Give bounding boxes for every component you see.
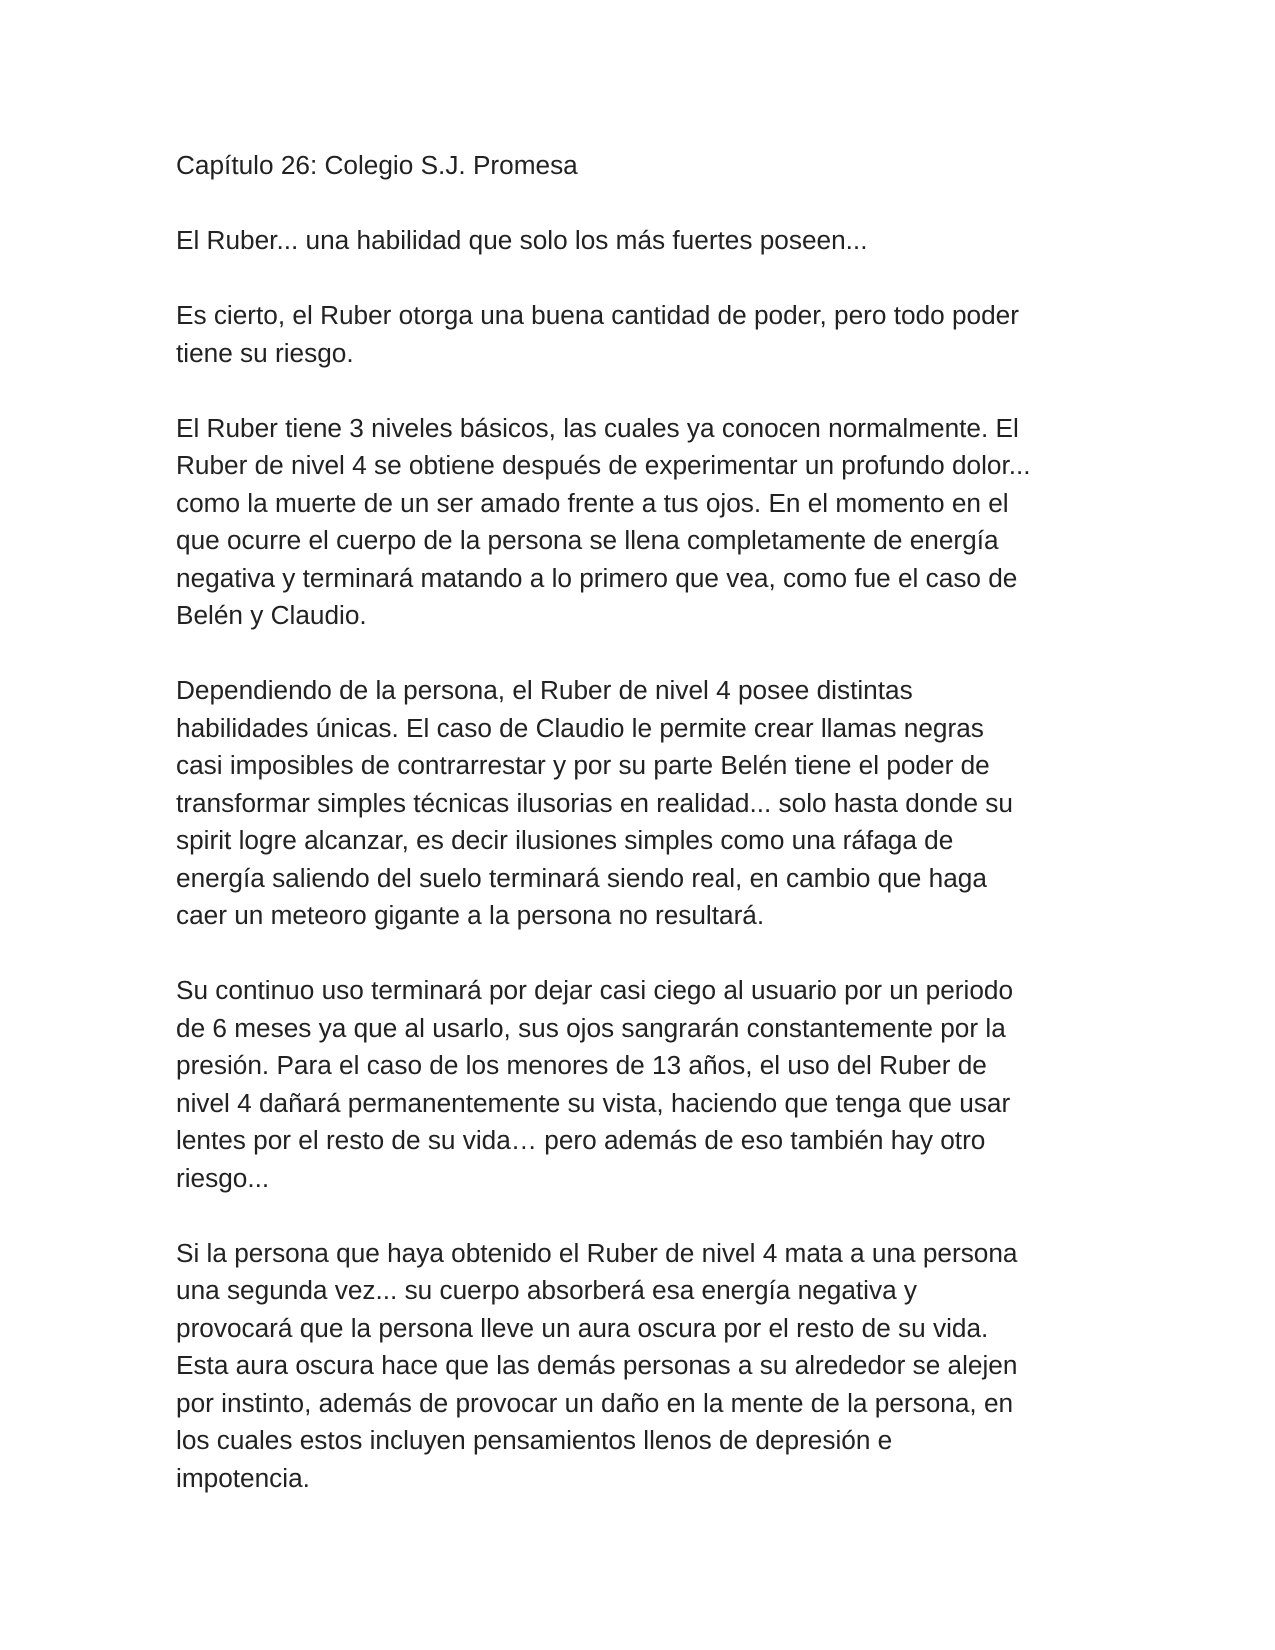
paragraph-4 [176,672,1106,935]
text-line: presión. Para el caso de los menores de 13 años, el uso del Ruber de [176,1050,987,1080]
text-line: spirit logre alcanzar, es decir ilusiones simples como una ráfaga de [176,825,954,855]
text-line: transformar simples técnicas ilusorias en realidad... solo hasta donde su [176,787,1013,818]
text-line: Belén y Claudio. [176,600,367,630]
text-line: como la muerte de un ser amado frente a tus ojos. En el momento en el [176,487,1009,518]
text-line: Es cierto, el Ruber otorga una buena cantidad de poder, pero todo poder [176,300,1019,330]
chapter-title [176,147,1106,185]
text-line: Ruber de nivel 4 se obtiene después de experimentar un profundo dolor... [176,450,1031,480]
text-line: provocará que la persona lleve un aura oscura por el resto de su vida. [176,1312,989,1343]
text-line: casi imposibles de contrarrestar y por su parte Belén tiene el poder de [176,750,990,780]
text-line: de 6 meses ya que al usarlo, sus ojos sangrarán constantemente por la [176,1012,1006,1043]
text-line: lentes por el resto de su vida… pero además de eso también hay otro [176,1125,986,1155]
paragraph-6 [176,1235,1106,1498]
text-line: impotencia. [176,1462,310,1493]
text-line: tiene su riesgo. [176,337,354,368]
text-line: energía saliendo del suelo terminará siendo real, en cambio que haga [176,862,987,893]
text-line: El Ruber tiene 3 niveles básicos, las cuales ya conocen normalmente. El [176,412,1019,443]
paragraph-3 [176,410,1106,635]
text-line: habilidades únicas. El caso de Claudio le permite crear llamas negras [176,712,984,743]
text-line: los cuales estos incluyen pensamientos llenos de depresión e [176,1425,893,1455]
text-line: Esta aura oscura hace que las demás personas a su alrededor se alejen [176,1350,1018,1380]
text-line: nivel 4 dañará permanentemente su vista, haciendo que tenga que usar [176,1087,1011,1118]
text-line: Dependiendo de la persona, el Ruber de nivel 4 posee distintas [176,675,913,705]
text-line: El Ruber... una habilidad que solo los más fuertes poseen... [176,225,868,255]
text-line: negativa y terminará matando a lo primero que vea, como fue el caso de [176,562,1018,593]
text-line: riesgo... [176,1162,270,1193]
text-line: Si la persona que haya obtenido el Ruber de nivel 4 mata a una persona [176,1237,1018,1268]
paragraph-2 [176,297,1106,372]
document-body [176,147,1106,1497]
text-line: por instinto, además de provocar un daño en la mente de la persona, en [176,1387,1014,1418]
paragraph-1 [176,222,1106,260]
paragraph-5 [176,972,1106,1197]
text-line: una segunda vez... su cuerpo absorberá esa energía negativa y [176,1275,918,1305]
text-line: Capítulo 26: Colegio S.J. Promesa [176,150,578,180]
text-line: Su continuo uso terminará por dejar casi ciego al usuario por un periodo [176,975,1014,1005]
text-line: caer un meteoro gigante a la persona no resultará. [176,900,765,930]
text-line: que ocurre el cuerpo de la persona se llena completamente de energía [176,525,999,555]
